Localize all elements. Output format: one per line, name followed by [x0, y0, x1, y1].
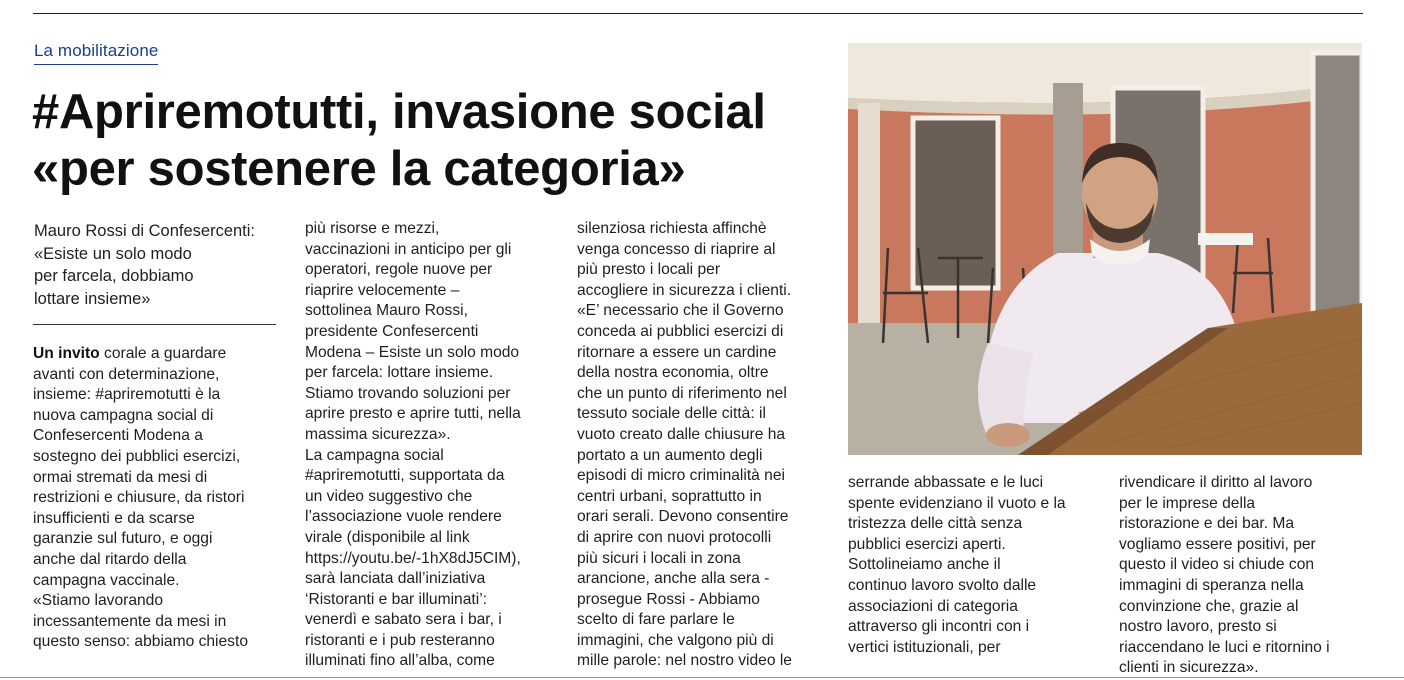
- body-text-line: orari serali. Devono consentire: [577, 508, 789, 526]
- section-kicker[interactable]: La mobilitazione: [34, 41, 158, 65]
- body-text-line: immagini di speranza nella: [1119, 576, 1304, 594]
- article-column-2: [305, 219, 521, 672]
- body-text-line: un video suggestivo che: [305, 487, 473, 505]
- body-text-line: portato a un aumento degli: [577, 446, 763, 464]
- lead-rest: corale a guardare: [99, 345, 227, 362]
- body-text-line: venga concesso di riaprire al: [577, 240, 776, 258]
- body-text-line: Confesercenti Modena a: [33, 427, 203, 445]
- body-text-line: ‘Ristoranti e bar illuminati’:: [305, 590, 487, 608]
- photo-illustration: [848, 43, 1362, 455]
- body-text-line: Modena – Esiste un solo modo: [305, 343, 520, 361]
- body-text-line: questo il video si chiude con: [1119, 556, 1315, 574]
- article-column-1: [33, 344, 248, 653]
- subhead-line: lottare insieme»: [34, 289, 151, 308]
- article-column-3: [577, 219, 792, 672]
- body-text-line: vogliamo essere positivi, per: [1119, 535, 1316, 553]
- body-text-line: attraverso gli incontri con i: [848, 618, 1030, 636]
- subheadline: [34, 220, 279, 310]
- body-text-line: associazioni di categoria: [848, 597, 1018, 615]
- body-text-line: insieme: #apriremotutti è la: [33, 386, 221, 404]
- body-text-line: clienti in sicurezza».: [1119, 659, 1259, 677]
- body-text-line: per le imprese della: [1119, 494, 1256, 512]
- body-text-line: silenziosa richiesta affinchè: [577, 220, 767, 237]
- body-text-line: serrande abbassate e le luci: [848, 474, 1044, 491]
- body-text-line: sottolinea Mauro Rossi,: [305, 302, 468, 320]
- lead-bold: Un invito: [33, 345, 100, 362]
- body-text-line: mille parole: nel nostro video le: [577, 652, 792, 670]
- body-text-line: episodi di micro criminalità nei: [577, 467, 785, 485]
- body-text-line: prosegue Rossi - Abbiamo: [577, 590, 760, 608]
- body-text-line: presidente Confesercenti: [305, 322, 479, 340]
- body-text-line: sarà lanciata dall’iniziativa: [305, 570, 486, 588]
- body-text-line: #apriremotutti, supportata da: [305, 467, 505, 485]
- body-text-line: convinzione che, grazie al: [1119, 597, 1299, 615]
- body-text-line: riaprire velocemente –: [305, 281, 460, 299]
- body-text-line: vertici istituzionali, per: [848, 638, 1001, 656]
- body-text-line: La campagna social: [305, 446, 444, 464]
- body-text-line: l’associazione vuole rendere: [305, 508, 502, 526]
- body-text-line: questo senso: abbiamo chiesto: [33, 633, 248, 651]
- body-text-line: campagna vaccinale.: [33, 571, 180, 589]
- body-text-line: venerdì e sabato sera i bar, i: [305, 611, 502, 629]
- body-text-line: ristoranti e i pub resteranno: [305, 631, 495, 649]
- body-text-line: continuo lavoro svolto dalle: [848, 576, 1037, 594]
- article-photo: [848, 43, 1362, 455]
- body-text-line: più presto i locali per: [577, 261, 721, 279]
- headline-line-2: «per sostenere la categoria»: [32, 142, 686, 196]
- bottom-rule: [0, 677, 1404, 678]
- body-text-line: rivendicare il diritto al lavoro: [1119, 474, 1313, 491]
- body-text-line: riaccendano le luci e ritornino i: [1119, 638, 1330, 656]
- body-text-line: incessantemente da mesi in: [33, 612, 227, 630]
- body-text-line: insufficienti e da scarse: [33, 509, 195, 527]
- subhead-line: Mauro Rossi di Confesercenti:: [34, 222, 256, 240]
- top-rule: [33, 13, 1363, 14]
- body-text-line: scelto di fare parlare le: [577, 611, 735, 629]
- subhead-line: «Esiste un solo modo: [34, 244, 192, 263]
- body-text-line: sostegno dei pubblici esercizi,: [33, 447, 241, 465]
- body-text-line: anche dal ritardo della: [33, 550, 187, 568]
- subhead-divider: [33, 324, 276, 325]
- body-text-line: arancione, anche alla sera -: [577, 570, 770, 588]
- body-text-line: che un punto di riferimento nel: [577, 384, 787, 402]
- body-text-line: pubblici esercizi aperti.: [848, 535, 1006, 553]
- body-text-line: aprire presto e aprire tutti, nella: [305, 405, 521, 423]
- body-text-line: tristezza delle città senza: [848, 515, 1023, 533]
- body-text-line: conceda ai pubblici esercizi di: [577, 322, 784, 340]
- body-text-line: virale (disponibile al link: [305, 528, 470, 546]
- body-text-line: illuminati fino all’alba, come: [305, 652, 495, 670]
- lead-line: [33, 344, 248, 365]
- body-text-line: ormai stremati da mesi di: [33, 468, 208, 486]
- body-text-line: tessuto sociale delle città: il: [577, 405, 766, 423]
- body-text-line: più risorse e mezzi,: [305, 220, 440, 237]
- body-text-line: ristorazione e dei bar. Ma: [1119, 515, 1295, 533]
- body-text-line: avanti con determinazione,: [33, 365, 220, 383]
- body-text-line: «E’ necessario che il Governo: [577, 302, 784, 320]
- body-text-line: accogliere in sicurezza i clienti.: [577, 281, 792, 299]
- body-text-line: operatori, regole nuove per: [305, 261, 493, 279]
- article-column-4: [848, 473, 1066, 658]
- body-text-line: di aprire con nuovi protocolli: [577, 528, 772, 546]
- body-text-line: per farcela: lottare insieme.: [305, 364, 494, 382]
- body-text-line: massima sicurezza».: [305, 425, 451, 443]
- body-text-line: nostro lavoro, presto si: [1119, 618, 1277, 636]
- body-text-line: spente evidenziano il vuoto e la: [848, 494, 1066, 512]
- body-text-line: nuova campagna social di: [33, 406, 214, 424]
- body-text-line: garanzie sul futuro, e oggi: [33, 530, 213, 548]
- article-column-5: [1119, 473, 1330, 679]
- body-text-line: restrizioni e chiusure, da ristori: [33, 489, 245, 507]
- body-text-line: immagini, che valgono più di: [577, 631, 774, 649]
- body-text-line: centri urbani, soprattutto in: [577, 487, 762, 505]
- body-text-line: vuoto creato dalle chiusure ha: [577, 425, 786, 443]
- headline-line-1: #Apriremotutti, invasione social: [32, 85, 766, 139]
- body-text-line: Sottolineiamo anche il: [848, 556, 1001, 574]
- body-text-line: https://youtu.be/-1hX8dJ5CIM),: [305, 549, 521, 567]
- body-text-line: più sicuri i locali in zona: [577, 549, 741, 567]
- body-text-line: vaccinazioni in anticipo per gli: [305, 240, 512, 258]
- body-text-line: Stiamo trovando soluzioni per: [305, 384, 511, 402]
- body-text-line: della nostra economia, oltre: [577, 364, 769, 382]
- body-text-line: ritornare a essere un cardine: [577, 343, 777, 361]
- body-text-line: «Stiamo lavorando: [33, 592, 164, 610]
- subhead-line: per farcela, dobbiamo: [34, 267, 194, 285]
- headline: [32, 84, 832, 198]
